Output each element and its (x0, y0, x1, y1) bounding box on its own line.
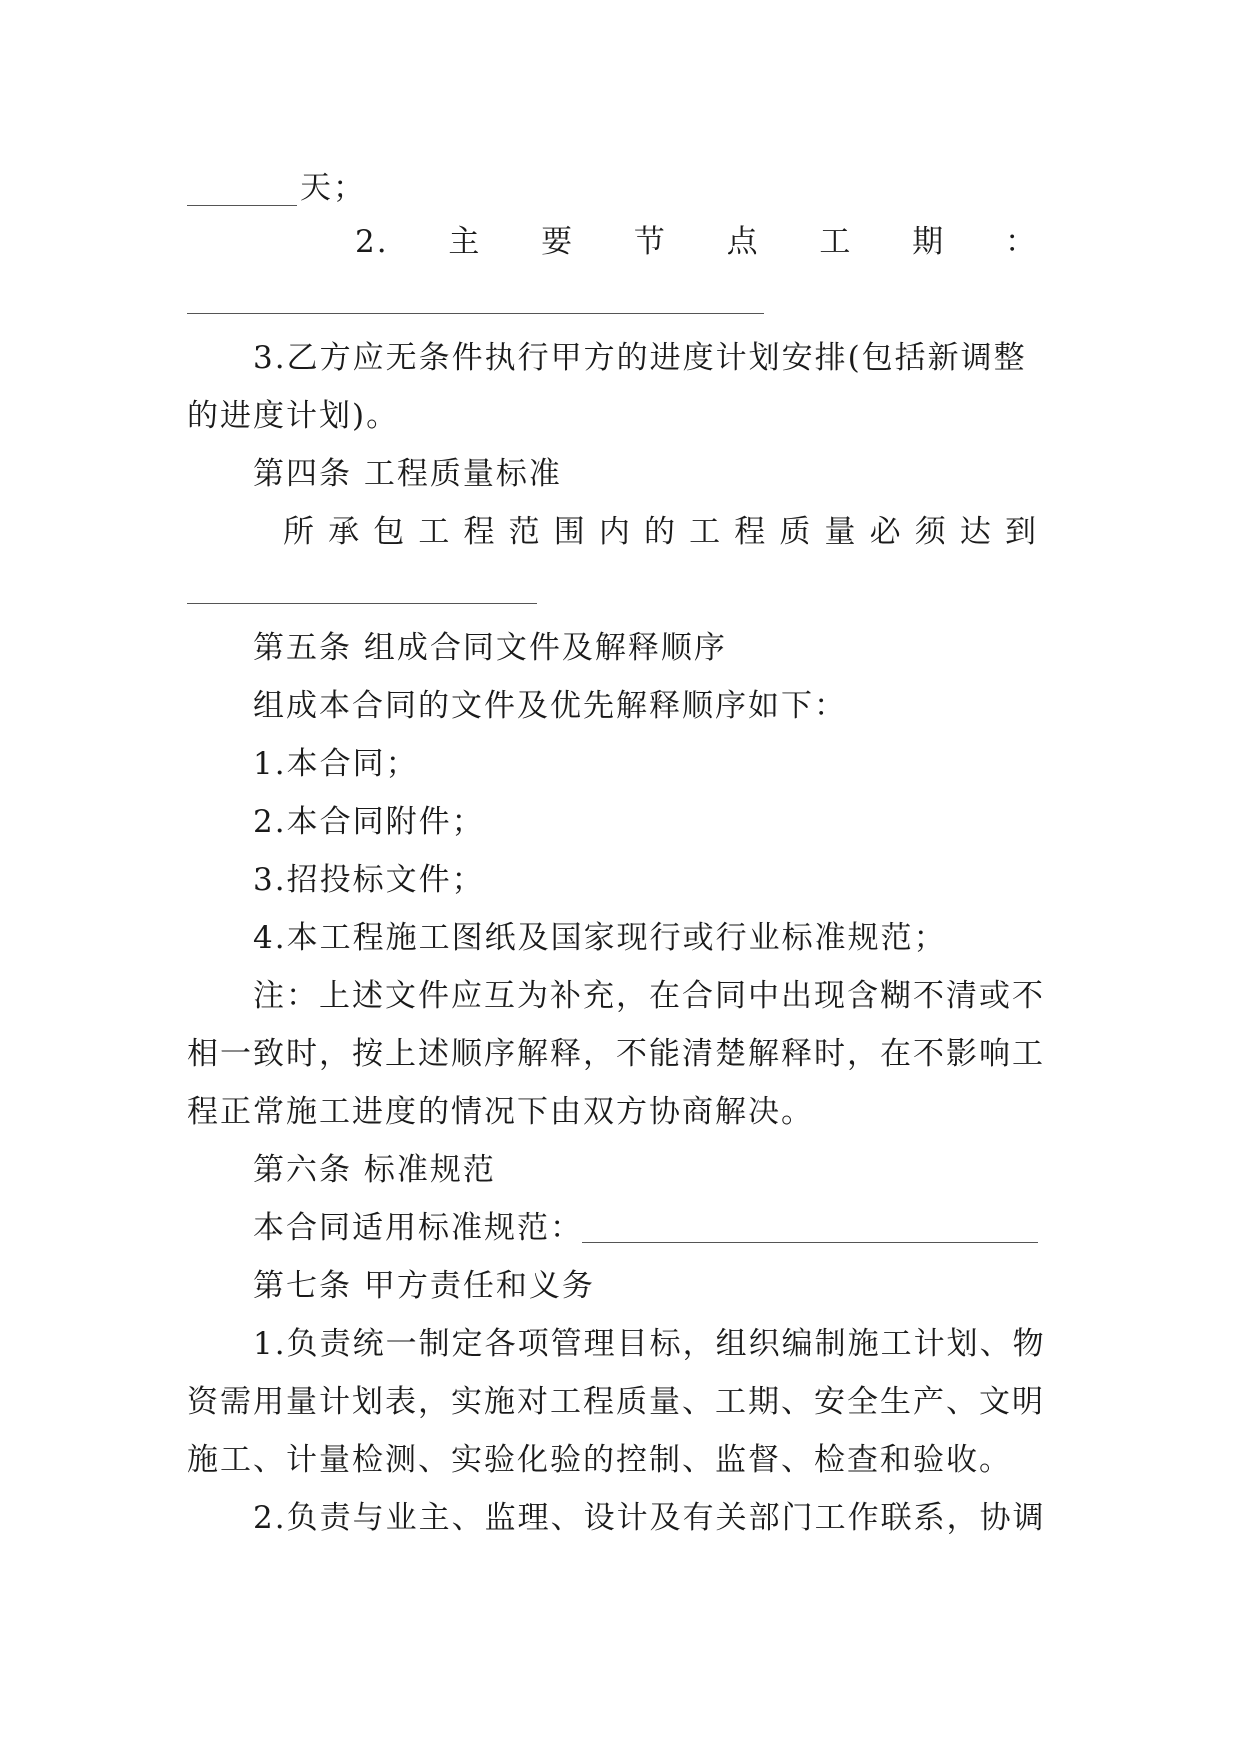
art4-char: 围 (553, 514, 587, 550)
art4-char: 所 (283, 514, 316, 550)
art4-char: 程 (463, 514, 497, 550)
art4-char: 内 (598, 514, 632, 550)
art5-item: 2.本合同附件； (253, 804, 485, 840)
art4-char: 到 (1005, 514, 1038, 550)
milestone-line (355, 222, 1038, 262)
note-line2: 相一致时，按上述顺序解释，不能清楚解释时，在不影响工 (187, 1036, 1045, 1072)
art4-title: 第四条 工程质量标准 (253, 456, 562, 492)
milestone-char: 要 (541, 224, 575, 260)
note-line1: 注：上述文件应互为补充，在合同中出现含糊不清或不 (253, 978, 1045, 1014)
art5-title: 第五条 组成合同文件及解释顺序 (253, 630, 727, 666)
art4-char: 范 (508, 514, 542, 550)
art5-item: 4.本工程施工图纸及国家现行或行业标准规范； (253, 920, 947, 956)
art6-title: 第六条 标准规范 (253, 1152, 496, 1188)
art4-char: 工 (418, 514, 452, 550)
days-blank (187, 205, 297, 206)
milestone-char: 期 (912, 224, 946, 260)
milestone-blank (187, 313, 764, 314)
milestone-char: 节 (633, 224, 667, 260)
p3-line2: 的进度计划)。 (187, 398, 400, 434)
art4-blank (187, 603, 537, 604)
milestone-char: ： (1004, 224, 1038, 260)
art5-item: 1.本合同； (253, 746, 419, 782)
milestone-num: 2. (355, 224, 389, 260)
milestone-char: 点 (726, 224, 760, 260)
art7-p2-line1: 2.负责与业主、监理、设计及有关部门工作联系，协调 (253, 1500, 1046, 1536)
art5-intro: 组成本合同的文件及优先解释顺序如下： (253, 688, 847, 724)
art4-char: 须 (914, 514, 948, 550)
days-suffix: 天； (300, 170, 366, 206)
art7-p1-line3: 施工、计量检测、实验化验的控制、监督、检查和验收。 (187, 1442, 1012, 1478)
art7-p1-line2: 资需用量计划表，实施对工程质量、工期、安全生产、文明 (187, 1384, 1045, 1420)
art4-char: 包 (373, 514, 407, 550)
art4-char: 的 (644, 514, 677, 550)
p3-line1: 3.乙方应无条件执行甲方的进度计划安排(包括新调整 (253, 340, 1027, 376)
art4-char: 质 (779, 514, 813, 550)
note-line3: 程正常施工进度的情况下由双方协商解决。 (187, 1094, 814, 1130)
art6-blank (582, 1242, 1038, 1243)
art6-label: 本合同适用标准规范： (253, 1210, 583, 1246)
art7-title: 第七条 甲方责任和义务 (253, 1268, 595, 1304)
art4-char: 承 (328, 514, 362, 550)
art4-char: 必 (869, 514, 903, 550)
art4-char: 量 (824, 514, 858, 550)
art7-p1-line1: 1.负责统一制定各项管理目标，组织编制施工计划、物 (253, 1326, 1046, 1362)
art4-body-line (283, 512, 1038, 552)
art5-item: 3.招投标文件； (253, 862, 485, 898)
art4-char: 程 (734, 514, 768, 550)
art4-char: 工 (689, 514, 723, 550)
milestone-char: 工 (819, 224, 853, 260)
milestone-char: 主 (448, 224, 482, 260)
art4-char: 达 (959, 514, 993, 550)
